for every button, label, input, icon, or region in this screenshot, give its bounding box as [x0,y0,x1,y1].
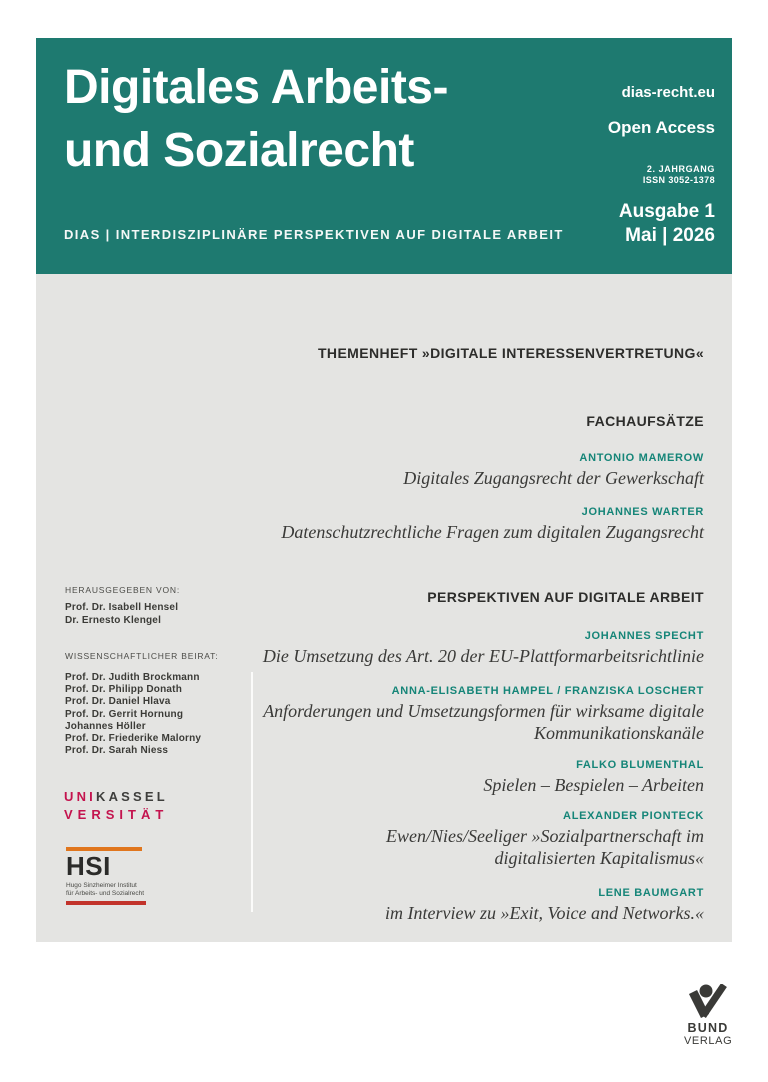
uni-kassel-logo [64,788,168,824]
hsi-logo [66,847,146,905]
table-of-contents [36,274,732,942]
bund-verlag-logo-line1: BUND [687,1021,729,1035]
journal-title-line1: Digitales Arbeits- [64,61,448,114]
editor-name: Dr. Ernesto Klengel [65,614,162,626]
theme-heading: THEMENHEFT »DIGITALE INTERESSENVERTRETUNG« [317,345,704,361]
hsi-logo-abbr: HSI [66,851,111,881]
article-authors: LENE BAUMGART [598,887,704,899]
article-title: Spielen – Bespielen – Arbeiten [483,775,704,795]
bund-verlag-logo [684,984,732,1047]
article-authors: FALKO BLUMENTHAL [576,759,704,771]
section-heading-perspektiven: PERSPEKTIVEN AUF DIGITALE ARBEIT [427,589,704,605]
toc-entry [144,629,704,667]
article-authors: JOHANNES SPECHT [584,630,704,642]
issue-date: Mai | 2026 [625,225,715,246]
article-authors: ANNA-ELISABETH HAMPEL / FRANZISKA LOSCHERT [391,685,704,697]
board-list [65,672,201,757]
uni-kassel-logo-uni: UNI [64,789,96,804]
board-member-name: Prof. Dr. Sarah Niess [65,745,169,757]
board-member-name: Prof. Dr. Friederike Malorny [65,733,202,745]
board-member-name: Prof. Dr. Philipp Donath [65,684,183,696]
article-title: Digitales Zugangsrecht der Gewerkschaft [403,468,704,488]
journal-title [64,56,448,182]
person-checkmark-icon [688,984,728,1018]
toc-entry [144,505,704,543]
toc-entry [144,886,704,924]
editor-name: Prof. Dr. Isabell Hensel [65,602,179,613]
journal-title-line2: und Sozialrecht [64,124,414,177]
editors-label: HERAUSGEGEBEN VON: [65,585,181,595]
section-heading-fachaufsaetze: FACHAUFSÄTZE [586,413,704,429]
open-access-label: Open Access [607,118,715,137]
toc-entry [144,684,704,744]
hsi-logo-subtitle [66,882,146,897]
article-authors: ANTONIO MAMEROW [579,452,704,464]
toc-entry [144,451,704,489]
journal-website-link[interactable]: dias-recht.eu [621,84,715,101]
board-member-name: Johannes Höller [65,720,146,732]
article-title: Die Umsetzung des Art. 20 der EU-Plattformarbeitsrichtlinie [262,646,704,666]
volume-label: 2. JAHRGANG [646,164,715,174]
editors-list [65,602,178,627]
bund-verlag-logo-line2: VERLAG [684,1035,733,1047]
toc-entry [144,809,704,869]
article-title: Datenschutzrechtliche Fragen zum digitalen Zugangsrecht [281,522,704,542]
hsi-logo-subtitle-line1: Hugo Sinzheimer Institut [66,882,137,889]
article-title: Ewen/Nies/Seeliger »Sozialpartnerschaft im digitalisierten Kapitalismus« [386,826,704,868]
board-member-name: Prof. Dr. Daniel Hlava [65,696,171,708]
journal-tagline: DIAS | INTERDISZIPLINÄRE PERSPEKTIVEN AUF DIGITALE ARBEIT [64,227,564,242]
board-member-name: Prof. Dr. Judith Brockmann [65,672,200,683]
article-title: Anforderungen und Umsetzungsformen für wirksame digitale Kommunikationskanäle [263,701,704,743]
hsi-logo-subtitle-line2: für Arbeits- und Sozialrecht [66,889,145,897]
masthead [36,38,732,274]
article-authors: JOHANNES WARTER [581,506,704,518]
article-title: im Interview zu »Exit, Voice and Networks.« [385,903,704,923]
board-label: WISSENSCHAFTLICHER BEIRAT: [65,651,219,661]
uni-kassel-logo-line1 [64,788,168,806]
article-authors: ALEXANDER PIONTECK [563,810,704,822]
uni-kassel-logo-kassel: KASSEL [96,789,168,804]
toc-entry [144,758,704,796]
hsi-logo-red-bar [66,901,146,905]
uni-kassel-logo-line2: VERSITÄT [64,807,169,822]
issn-label: ISSN 3052-1378 [642,175,715,185]
board-member-name: Prof. Dr. Gerrit Hornung [65,708,184,720]
issue-number: Ausgabe 1 [618,201,715,222]
